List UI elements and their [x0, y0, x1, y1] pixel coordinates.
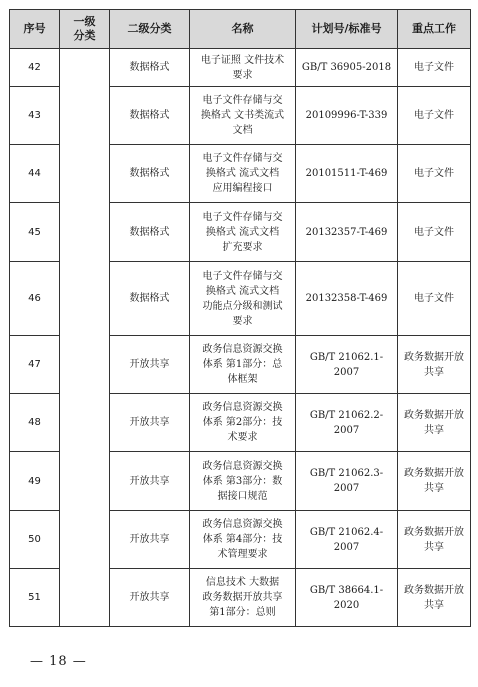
- focus-work: 政务数据开放 共享: [398, 569, 471, 627]
- focus-work: 电子文件: [398, 87, 471, 145]
- page-number: — 18 —: [30, 654, 87, 669]
- row-number: 42: [10, 49, 60, 87]
- row-number: 46: [10, 262, 60, 336]
- standard-name: 信息技术 大数据 政务数据开放共享 第1部分：总则: [190, 569, 296, 627]
- standard-code: GB/T 38664.1-2020: [296, 569, 398, 627]
- standard-name: 政务信息资源交换 体系 第3部分：数 据接口规范: [190, 452, 296, 511]
- header-focus: 重点工作: [398, 10, 471, 49]
- standard-name: 电子文件存储与交 换格式 流式文档 扩充要求: [190, 203, 296, 262]
- focus-work: 电子文件: [398, 203, 471, 262]
- row-number: 48: [10, 394, 60, 452]
- focus-work: 政务数据开放 共享: [398, 394, 471, 452]
- standard-code: 20132358-T-469: [296, 262, 398, 336]
- standard-code: 20132357-T-469: [296, 203, 398, 262]
- table-row: [10, 49, 471, 87]
- level2-category: 数据格式: [110, 145, 190, 203]
- standard-code: 20109996-T-339: [296, 87, 398, 145]
- standards-table: [9, 9, 471, 627]
- level2-category: 数据格式: [110, 203, 190, 262]
- level2-category: 开放共享: [110, 511, 190, 569]
- level2-category: 数据格式: [110, 49, 190, 87]
- focus-work: 电子文件: [398, 49, 471, 87]
- standard-name: 电子文件存储与交 换格式 流式文档 应用编程接口: [190, 145, 296, 203]
- standard-code: GB/T 21062.3-2007: [296, 452, 398, 511]
- level2-category: 数据格式: [110, 262, 190, 336]
- row-number: 50: [10, 511, 60, 569]
- standard-code: GB/T 21062.1-2007: [296, 336, 398, 394]
- focus-work: 电子文件: [398, 262, 471, 336]
- header-name: 名称: [190, 10, 296, 49]
- row-number: 43: [10, 87, 60, 145]
- focus-work: 政务数据开放 共享: [398, 511, 471, 569]
- header-no: 序号: [10, 10, 60, 49]
- standard-code: GB/T 36905-2018: [296, 49, 398, 87]
- standard-code: GB/T 21062.4-2007: [296, 511, 398, 569]
- row-number: 51: [10, 569, 60, 627]
- focus-work: 电子文件: [398, 145, 471, 203]
- header-code: 计划号/标准号: [296, 10, 398, 49]
- header-level2: 二级分类: [110, 10, 190, 49]
- row-number: 47: [10, 336, 60, 394]
- standard-code: GB/T 21062.2-2007: [296, 394, 398, 452]
- table-header-row: [10, 10, 471, 49]
- table-body: [10, 49, 471, 627]
- row-number: 49: [10, 452, 60, 511]
- level1-category-cell: [60, 49, 110, 627]
- focus-work: 政务数据开放 共享: [398, 336, 471, 394]
- level2-category: 开放共享: [110, 569, 190, 627]
- standard-name: 电子证照 文件技术 要求: [190, 49, 296, 87]
- row-number: 44: [10, 145, 60, 203]
- standard-name: 政务信息资源交换 体系 第2部分：技 术要求: [190, 394, 296, 452]
- row-number: 45: [10, 203, 60, 262]
- standard-name: 政务信息资源交换 体系 第1部分：总 体框架: [190, 336, 296, 394]
- standard-name: 电子文件存储与交 换格式 文书类流式 文档: [190, 87, 296, 145]
- level2-category: 开放共享: [110, 452, 190, 511]
- standard-name: 电子文件存储与交 换格式 流式文档 功能点分级和测试 要求: [190, 262, 296, 336]
- level2-category: 数据格式: [110, 87, 190, 145]
- header-level1: 一级 分类: [60, 10, 110, 49]
- level2-category: 开放共享: [110, 394, 190, 452]
- focus-work: 政务数据开放 共享: [398, 452, 471, 511]
- standard-name: 政务信息资源交换 体系 第4部分：技 术管理要求: [190, 511, 296, 569]
- standard-code: 20101511-T-469: [296, 145, 398, 203]
- level2-category: 开放共享: [110, 336, 190, 394]
